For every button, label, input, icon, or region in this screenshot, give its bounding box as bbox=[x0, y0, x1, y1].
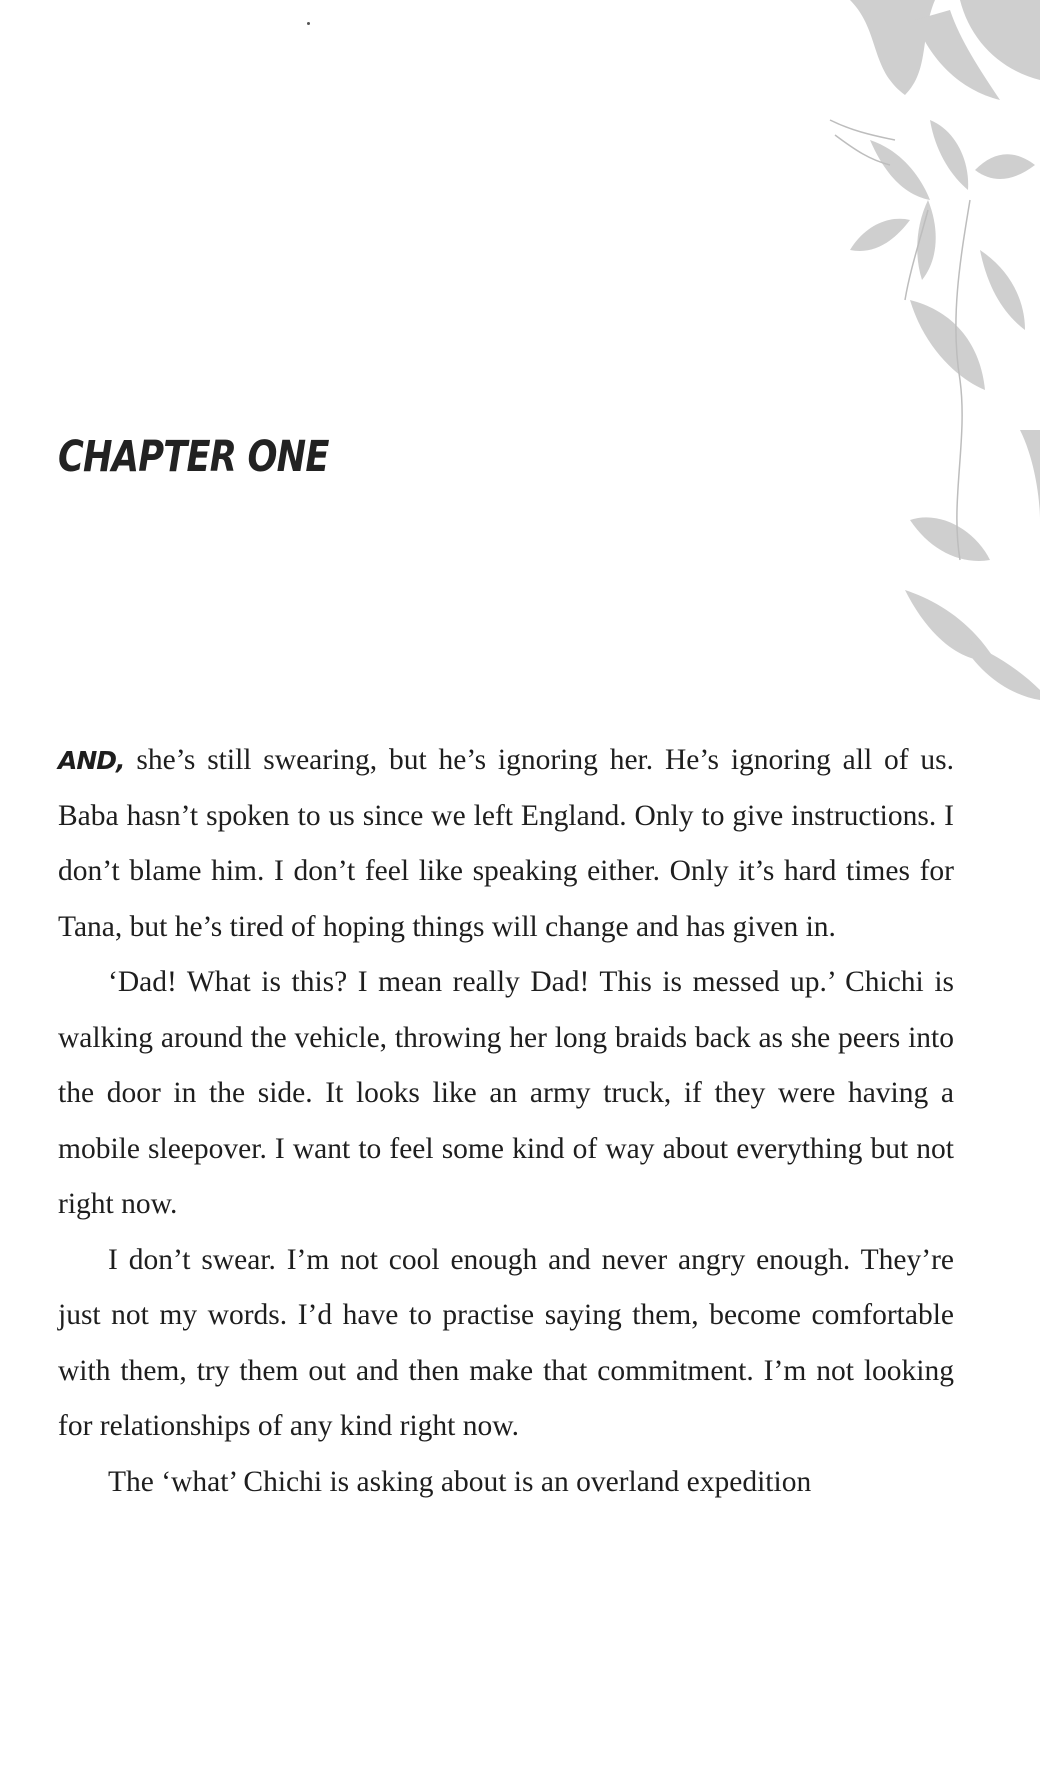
paragraph: ‘Dad! What is this? I mean really Dad! This is messed up.’ Chichi is walking around the vehicle, throwing her long braids back as she peers into the door in the side. It looks like an army truck, if they were having a mobile sleepover. I want to feel some kind of way about everything but not right now. bbox=[58, 966, 954, 1220]
paragraph bbox=[58, 733, 954, 955]
chapter-title: CHAPTER ONE bbox=[58, 432, 329, 482]
print-speck bbox=[307, 22, 310, 25]
lead-in-word: AND, bbox=[58, 746, 125, 775]
chapter-body bbox=[58, 733, 954, 1510]
lily-flower-illustration bbox=[810, 0, 1040, 720]
paragraph: The ‘what’ Chichi is asking about is an overland expedition bbox=[108, 1465, 812, 1498]
paragraph: I don’t swear. I’m not cool enough and never angry enough. They’re just not my words. I’d have to practise saying them, become comfortable with them, try them out and then make that commitment. I’m not looking for relationships of any kind right now. bbox=[58, 1243, 954, 1442]
paragraph-text: she’s still swearing, but he’s ignoring her. He’s ignoring all of us. Baba hasn’t spoken to us since we left England. Only to give instructions. I don’t blame him. I don’t feel like speaking either. Only it’s hard times for Tana, but he’s tired of hoping things will change and has given in. bbox=[58, 744, 954, 943]
